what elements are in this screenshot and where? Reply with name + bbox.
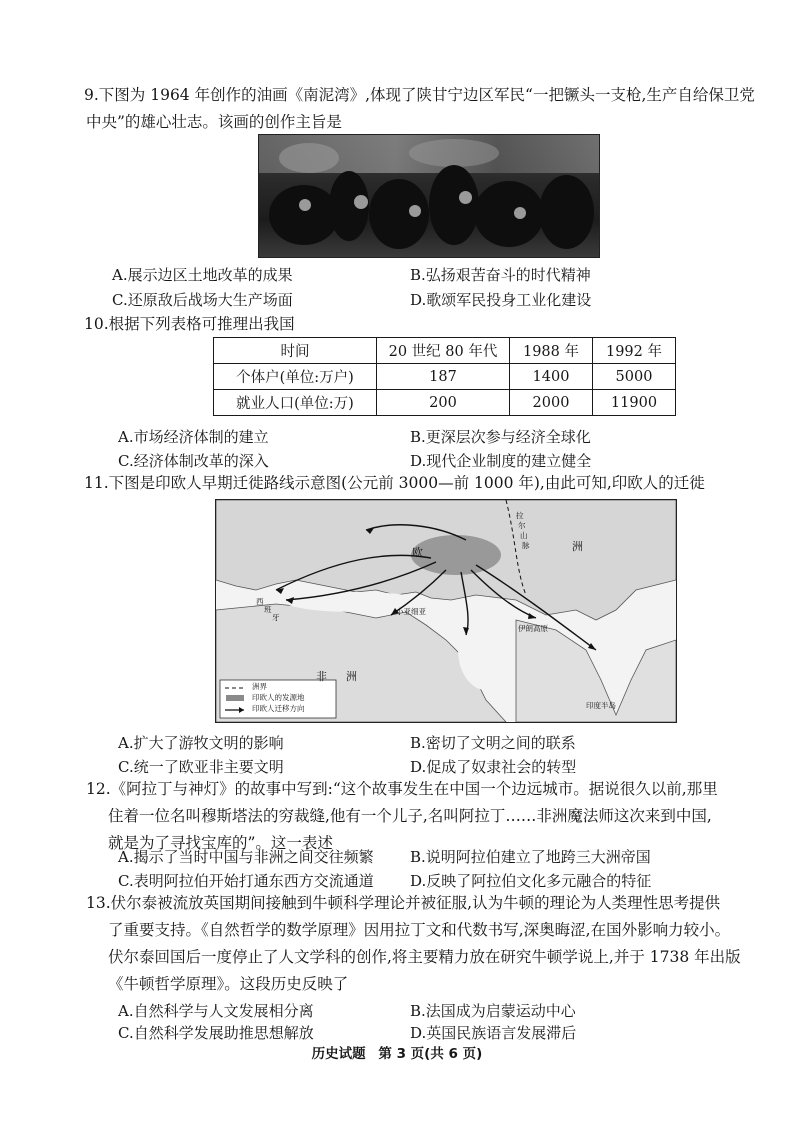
q13-option-a[interactable]: A.自然科学与人文发展相分离	[118, 1002, 314, 1020]
question-13	[86, 890, 766, 998]
map-label-europe-1: 欧	[412, 546, 423, 559]
map-label-africa-1: 非	[316, 670, 327, 683]
migration-map	[215, 499, 677, 723]
map-label-india: 印度半岛	[586, 701, 616, 710]
legend-direction: 印欧人迁移方向	[252, 704, 305, 713]
map-label-iran: 伊朗高原	[518, 624, 548, 633]
question-9-stem: 9.下图为 1964 年创作的油画《南泥湾》,体现了陕甘宁边区军民“一把镢头一支枪,生产自给保卫党中央”的雄心壮志。该画的创作主旨是	[84, 86, 755, 131]
legend-homeland: 印欧人的发源地	[252, 693, 305, 702]
table-cell: 2000	[510, 390, 593, 416]
employment-table	[213, 337, 676, 416]
q13-option-c[interactable]: C.自然科学发展助推思想解放	[118, 1024, 314, 1042]
q12-option-b[interactable]: B.说明阿拉伯建立了地跨三大洲帝国	[410, 848, 651, 866]
q12-option-a[interactable]: A.揭示了当时中国与非洲之间交往频繁	[118, 848, 374, 866]
q10-option-a[interactable]: A.市场经济体制的建立	[118, 428, 269, 446]
question-9	[86, 82, 766, 136]
table-cell: 11900	[593, 390, 676, 416]
q11-option-d[interactable]: D.促成了奴隶社会的转型	[410, 758, 577, 776]
q11-option-a[interactable]: A.扩大了游牧文明的影响	[118, 734, 284, 752]
map-label-ural-3: 山	[520, 531, 528, 540]
table-header-cell: 时间	[214, 338, 377, 364]
table-header-cell: 1992 年	[593, 338, 676, 364]
map-label-spain-1: 西	[256, 597, 264, 606]
table-header-row	[214, 338, 676, 364]
table-header-cell: 1988 年	[510, 338, 593, 364]
question-12-stem-line: 就是为了寻找宝库的”。这一表述	[108, 834, 333, 852]
homeland-area	[411, 535, 501, 575]
map-label-asia-minor: 小亚细亚	[396, 607, 426, 616]
map-label-spain-3: 牙	[272, 613, 280, 622]
question-12-stem-line: 住着一位名叫穆斯塔法的穷裁缝,他有一个儿子,名叫阿拉丁……非洲魔法师这次来到中国,	[108, 807, 712, 825]
painting-nanniwan	[258, 134, 600, 258]
question-10-stem: 10.根据下列表格可推理出我国	[84, 315, 295, 333]
q11-option-c[interactable]: C.统一了欧亚非主要文明	[118, 758, 284, 776]
question-13-stem-line: 了重要支持。《自然哲学的数学原理》因用拉丁文和代数书写,深奥晦涩,在国外影响力较小。	[108, 921, 731, 939]
q11-option-b[interactable]: B.密切了文明之间的联系	[410, 734, 576, 752]
legend-boundary: 洲界	[252, 682, 267, 691]
map-graphic	[216, 500, 676, 722]
question-11-stem: 11.下图是印欧人早期迁徙路线示意图(公元前 3000—前 1000 年),由此可知,印欧人的迁徙	[84, 474, 705, 492]
map-label-ural-4: 脉	[522, 541, 530, 550]
table-cell: 5000	[593, 364, 676, 390]
question-10	[86, 311, 766, 338]
map-label-spain-2: 班	[264, 605, 272, 614]
q13-option-b[interactable]: B.法国成为启蒙运动中心	[410, 1002, 576, 1020]
q10-option-d[interactable]: D.现代企业制度的建立健全	[410, 452, 592, 470]
q13-option-d[interactable]: D.英国民族语言发展滞后	[410, 1024, 577, 1042]
question-12	[86, 776, 766, 857]
q12-option-c[interactable]: C.表明阿拉伯开始打通东西方交流通道	[118, 872, 374, 890]
table-cell: 个体户(单位:万户)	[214, 364, 377, 390]
q10-option-b[interactable]: B.更深层次参与经济全球化	[410, 428, 591, 446]
map-label-africa-2: 洲	[346, 670, 357, 683]
table-header-cell: 20 世纪 80 年代	[377, 338, 510, 364]
q9-option-c[interactable]: C.还原敌后战场大生产场面	[112, 291, 293, 309]
question-13-stem-line: 《牛顿哲学原理》。这段历史反映了	[108, 975, 349, 993]
q9-option-a[interactable]: A.展示边区土地改革的成果	[112, 266, 293, 284]
table-cell: 187	[377, 364, 510, 390]
q12-option-d[interactable]: D.反映了阿拉伯文化多元融合的特征	[410, 872, 652, 890]
question-13-stem-line: 伏尔泰回国后一度停止了人文学科的创作,将主要精力放在研究牛顿学说上,并于 1738 年出版	[108, 948, 741, 966]
map-label-ural-1: 拉	[516, 511, 524, 520]
table-row	[214, 390, 676, 416]
table-cell: 200	[377, 390, 510, 416]
q9-option-b[interactable]: B.弘扬艰苦奋斗的时代精神	[410, 266, 591, 284]
question-13-stem-line: 13.伏尔泰被流放英国期间接触到牛顿科学理论并被征服,认为牛顿的理论为人类理性思考提供	[86, 894, 721, 912]
table-cell: 1400	[510, 364, 593, 390]
footer-subject: 历史试题	[311, 1046, 366, 1062]
map-label-ural-2: 尔	[518, 521, 526, 530]
table-cell: 就业人口(单位:万)	[214, 390, 377, 416]
page-footer	[0, 1042, 794, 1062]
q9-option-d[interactable]: D.歌颂军民投身工业化建设	[410, 291, 592, 309]
footer-page-number: 第 3 页(共 6 页)	[378, 1046, 483, 1062]
q10-option-c[interactable]: C.经济体制改革的深入	[118, 452, 269, 470]
question-12-stem-line: 12.《阿拉丁与神灯》的故事中写到:“这个故事发生在中国一个边远城市。据说很久以前,那里	[86, 780, 718, 798]
question-11	[86, 470, 766, 497]
table-row	[214, 364, 676, 390]
map-label-asia: 洲	[572, 540, 583, 553]
